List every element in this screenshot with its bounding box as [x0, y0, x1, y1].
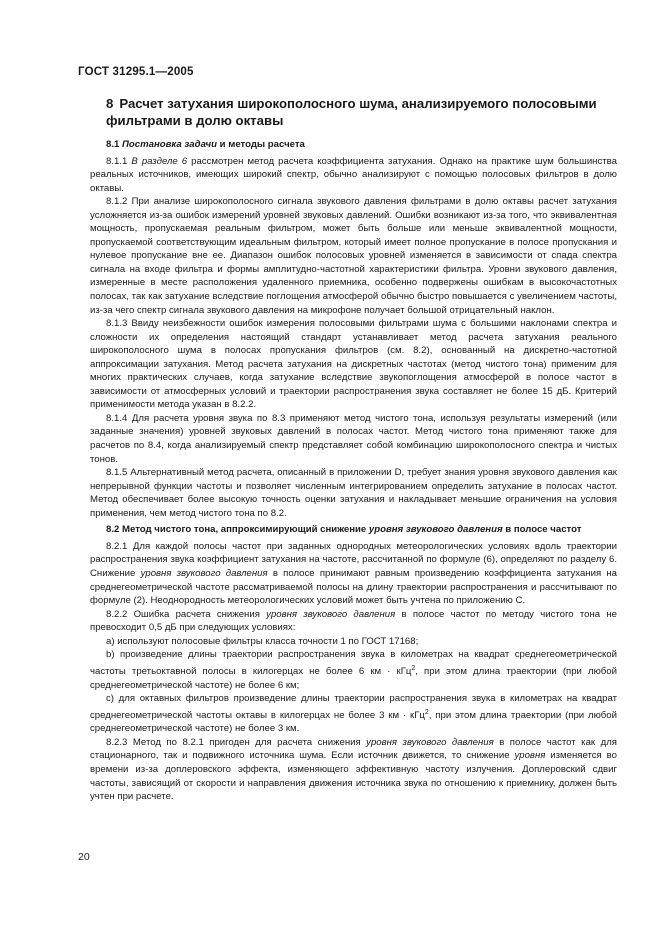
paragraph-number: 8.1.2	[106, 196, 128, 208]
paragraph-number: 8.2.3	[106, 736, 128, 748]
subsection-heading-8-2	[90, 523, 617, 537]
paragraph-8-2-2	[90, 608, 617, 635]
paragraph-text: в полосе частот как для стационарного, так и подвижного источника шума. Если источник движется, то снижение	[90, 736, 617, 762]
paragraph-text: При анализе широкополосного сигнала звукового давления фильтрами в долю октавы расчет затухания усложняется из-за ошибок измерений уровней звуковых давлений. Ошибки возникают из-за того, что эквивалентная мощность, пропускаемая реальным фильтром, может быть больше или меньше эквивалентной мощности, пропускаемой соответствующим идеальным фильтром, который имеет полное пропускание в полосе пропускания и нулевое пропускание вне ее. Диапазон ошибок полосовых уровней изменяется в зависимости от спада спектра сигнала на входе фильтра и формы амплитудно-частотной характеристики фильтра. Уровни звукового давления, измеренные в месте расположения удаленного приемника, особенно подвержены ошибкам в высокочастотных полосах, так как затухание вследствие поглощения атмосферой обычно быстро повышается с увеличением частоты, из-за чего спектр сигнала звукового давления на микрофоне получает большой отрицательный наклон.	[90, 196, 617, 316]
paragraph-8-1-2	[90, 195, 617, 317]
paragraph-text: в полосе принимают равным произведению коэффициента затухания на среднегеометрической частоте рассматриваемой полосы на длину траектории распространения и рассчитывают по формуле (2). Неоднородность метеорологических условий может быть учтена по приложению С.	[90, 567, 618, 607]
italic-text: уровня	[514, 750, 546, 762]
italic-text: уровня звукового давления	[266, 608, 396, 620]
standard-code: ГОСТ 31295.1—2005	[78, 66, 194, 78]
subsection-title-part2: в полосе частот	[502, 524, 582, 536]
paragraph-number: 8.1.4	[106, 412, 128, 424]
subsection-title-italic: Постановка задачи	[122, 139, 217, 150]
list-text: b) произведение длины траектории распространения звука в километрах на квадрат среднегеометрической частоты третьоктавной полосы в килогерцах не более 6 км · кГц	[90, 649, 617, 677]
paragraph-number: 8.1.5	[106, 467, 128, 479]
paragraph-8-2-3	[90, 736, 617, 804]
section-title	[106, 95, 626, 129]
paragraph-text: изменяется во времени из-за доплеровского эффекта, изменяющего эффективную частоту излучения. Доплеровский сдвиг частоты, зависящий от скорости и направления движения источника звука по отношению к приемнику, должен быть учтен при расчете.	[90, 750, 617, 803]
paragraph-8-1-1	[90, 155, 617, 196]
paragraph-text: Для расчета уровня звука по 8.3 применяют метод чистого тона, используя результаты измерений (или заданные значения) уровней звуковых давлений в полосах частот. Метод чистого тона применяют также для расчетов по 8.4, когда анализируемый спектр представляет собой комбинацию широкополосного спектра и чистых тонов.	[90, 412, 617, 465]
paragraph-8-2-1	[90, 540, 617, 608]
paragraph-8-1-5	[90, 466, 617, 520]
list-text: , при этом длина траектории (при любой среднегеометрической частоте) не более 6 км;	[90, 665, 617, 691]
paragraph-number: 8.1.1	[106, 155, 128, 167]
list-text: , при этом длина траектории (при любой среднегеометрической частоте) не более 3 км.	[90, 709, 617, 735]
italic-text: уровня звукового давления	[366, 736, 494, 748]
paragraph-text: в полосе частот по методу чистого тона не превосходит 0,5 дБ при следующих условиях:	[90, 608, 617, 634]
list-text: с) для октавных фильтров произведение длины траектории распространения звука в километрах на квадрат среднегеометрической частоты октавы в килогерцах не более 3 км · кГц	[90, 693, 617, 721]
subsection-title-part1: Метод чистого тона, аппроксимирующий снижение	[122, 524, 369, 536]
subsection-number: 8.1	[106, 139, 120, 150]
page-number: 20	[78, 851, 90, 863]
document-body	[90, 138, 617, 804]
subsection-heading-8-1	[90, 138, 617, 152]
paragraph-number: 8.2.2	[106, 608, 128, 620]
section-title-text: Расчет затухания широкополосного шума, анализируемого полосовыми фильтрами в долю октавы	[106, 96, 597, 128]
paragraph-text: рассмотрен метод расчета коэффициента затухания. Однако на практике шум большинства реальных источников, имеющих широкий спектр, обычно анализируют с помощью полосовых фильтров в долю октавы.	[90, 155, 617, 194]
paragraph-text: Ввиду неизбежности ошибок измерения полосовыми фильтрами шума с большими наклонами спектра и сложности их определения настоящий стандарт устанавливает метод расчета затухания реального широкополосного шума в полосах пропускания фильтров (см. 8.2), основанный на дискретно-частотной аппроксимации затухания. Метод расчета затухания на дискретных частотах (метод чистого тона) применим для многих практических случаев, когда затухание вследствие звукопоглощения атмосферой в полосе частот в зависимости от атмосферных условий и траектории распространения звука составляет не более 15 дБ. Критерий применимости метода указан в 8.2.2.	[90, 318, 617, 411]
paragraph-text: Ошибка расчета снижения	[127, 608, 267, 620]
paragraph-text: Метод по 8.2.1 пригоден для расчета снижения	[127, 736, 367, 748]
paragraph-text: Альтернативный метод расчета, описанный в приложении D, требует знания уровня звукового давления как непрерывной функции частоты и позволяет численным интегрированием определить затухание в полосах частот. Метод обеспечивает более высокую точность оценки затухания и накладывает меньшие ограничения на условия применения, чем метод чистого тона по 8.2.	[90, 467, 617, 519]
paragraph-8-1-3	[90, 317, 617, 412]
subsection-title-italic: уровня звукового давления	[368, 524, 503, 536]
paragraph-8-1-4	[90, 412, 617, 466]
italic-text: уровня звукового давления	[140, 567, 268, 579]
paragraph-number: 8.2.1	[106, 540, 128, 552]
subsection-number: 8.2	[106, 524, 120, 536]
section-number: 8	[106, 96, 114, 111]
list-item-b	[90, 648, 617, 692]
subsection-title-rest: и методы расчета	[217, 139, 305, 150]
list-item-a: а) используют полосовые фильтры класса точности 1 по ГОСТ 17168;	[106, 635, 419, 647]
superscript: 2	[411, 664, 416, 672]
paragraph-number: 8.1.3	[106, 318, 128, 330]
superscript: 2	[424, 708, 429, 716]
italic-text: В разделе 6	[131, 155, 188, 167]
list-item-c	[90, 692, 617, 736]
paragraph-text: Для каждой полосы частот при заданных однородных метеорологических условиях вдоль траектории распространения звука коэффициент затухания на частоте, рассчитанной по формуле (6), определяют по разделу 6. Снижение	[90, 540, 617, 579]
